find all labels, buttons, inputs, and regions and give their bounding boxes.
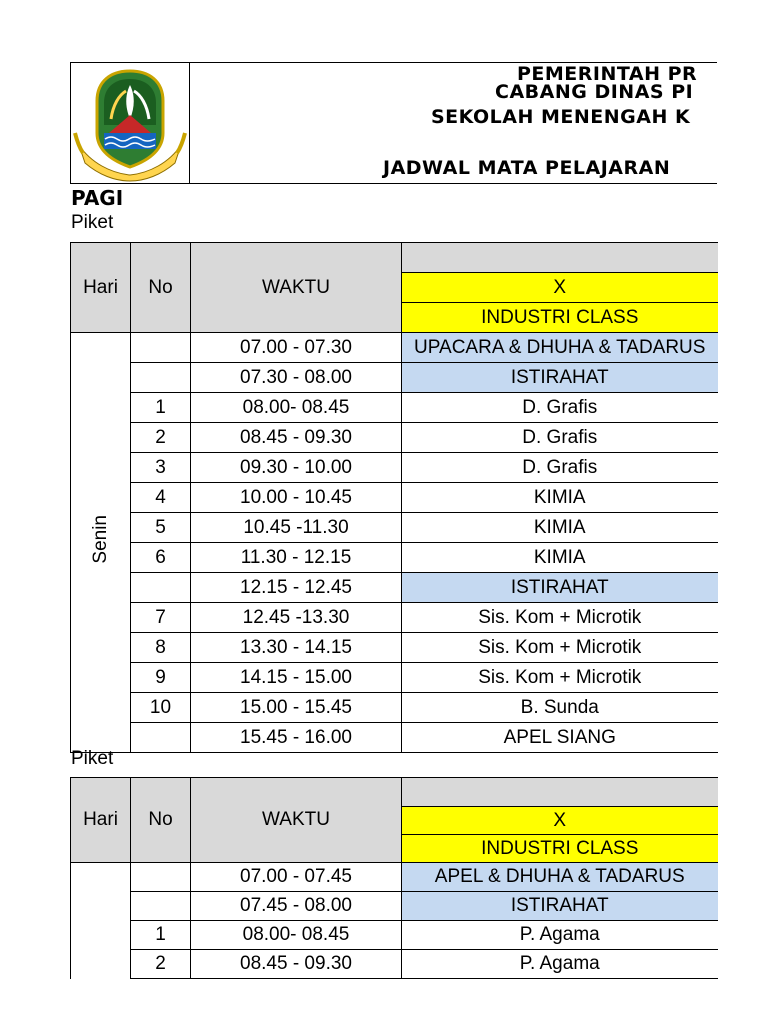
- header-title-block: [191, 63, 717, 183]
- schedule-row: [71, 863, 718, 892]
- time-range-cell: 12.45 -13.30: [191, 603, 402, 633]
- period-number-cell: 3: [131, 453, 191, 483]
- piket-label-2: Piket: [71, 748, 114, 769]
- logo-cell: [71, 63, 190, 183]
- time-range-cell: 08.45 - 09.30: [191, 423, 402, 453]
- schedule-row: [71, 513, 718, 543]
- time-range-cell: 13.30 - 14.15: [191, 633, 402, 663]
- time-range-cell: 15.45 - 16.00: [191, 723, 402, 753]
- day-cell: [71, 863, 131, 979]
- time-range-cell: 10.45 -11.30: [191, 513, 402, 543]
- schedule-row: [71, 921, 718, 950]
- subject-cell: APEL SIANG: [402, 723, 718, 753]
- class-header-blank: [402, 243, 718, 273]
- hari-header: Hari: [71, 778, 131, 863]
- schedule-row: [71, 363, 718, 393]
- period-number-cell: 5: [131, 513, 191, 543]
- time-range-cell: 12.15 - 12.45: [191, 573, 402, 603]
- subject-cell: P. Agama: [402, 950, 718, 979]
- schedule-row: [71, 393, 718, 423]
- subject-cell: P. Agama: [402, 921, 718, 950]
- subject-cell: Sis. Kom + Microtik: [402, 633, 718, 663]
- schedule-row: [71, 693, 718, 723]
- period-number-cell: 1: [131, 921, 191, 950]
- no-header: No: [131, 778, 191, 863]
- period-number-cell: 2: [131, 423, 191, 453]
- period-number-cell: [131, 363, 191, 393]
- schedule-row: [71, 423, 718, 453]
- waktu-header: WAKTU: [191, 778, 402, 863]
- subject-cell: APEL & DHUHA & TADARUS: [402, 863, 718, 892]
- waktu-header: WAKTU: [191, 243, 402, 333]
- period-number-cell: 2: [131, 950, 191, 979]
- period-number-cell: 9: [131, 663, 191, 693]
- schedule-row: [71, 603, 718, 633]
- period-number-cell: 10: [131, 693, 191, 723]
- class-program-cell: INDUSTRI CLASS: [402, 835, 718, 863]
- day-cell: [71, 333, 131, 753]
- header-line-4: JADWAL MATA PELAJARAN: [383, 157, 671, 179]
- time-range-cell: 08.00- 08.45: [191, 393, 402, 423]
- subject-cell: KIMIA: [402, 543, 718, 573]
- schedule-row: [71, 950, 718, 979]
- subject-cell: D. Grafis: [402, 393, 718, 423]
- subject-cell: KIMIA: [402, 513, 718, 543]
- section-title: PAGI: [71, 186, 124, 210]
- document-header: [70, 62, 717, 184]
- time-range-cell: 09.30 - 10.00: [191, 453, 402, 483]
- subject-cell: D. Grafis: [402, 453, 718, 483]
- no-header: No: [131, 243, 191, 333]
- subject-cell: Sis. Kom + Microtik: [402, 603, 718, 633]
- schedule-row: [71, 483, 718, 513]
- class-name-cell: X: [402, 273, 718, 303]
- period-number-cell: [131, 863, 191, 892]
- period-number-cell: 8: [131, 633, 191, 663]
- header-line-1: PEMERINTAH PR: [517, 63, 698, 85]
- schedule-row: [71, 543, 718, 573]
- hari-header: Hari: [71, 243, 131, 333]
- period-number-cell: [131, 723, 191, 753]
- period-number-cell: 6: [131, 543, 191, 573]
- schedule-table-2: [70, 777, 718, 979]
- period-number-cell: [131, 333, 191, 363]
- time-range-cell: 08.00- 08.45: [191, 921, 402, 950]
- class-name-cell: X: [402, 807, 718, 835]
- subject-cell: D. Grafis: [402, 423, 718, 453]
- subject-cell: UPACARA & DHUHA & TADARUS: [402, 333, 718, 363]
- period-number-cell: [131, 892, 191, 921]
- time-range-cell: 07.30 - 08.00: [191, 363, 402, 393]
- header-line-2: CABANG DINAS PI: [495, 81, 694, 103]
- schedule-row: [71, 633, 718, 663]
- schedule-row: [71, 573, 718, 603]
- subject-cell: ISTIRAHAT: [402, 363, 718, 393]
- period-number-cell: 7: [131, 603, 191, 633]
- schedule-row: [71, 723, 718, 753]
- subject-cell: Sis. Kom + Microtik: [402, 663, 718, 693]
- day-label: Senin: [89, 515, 111, 564]
- time-range-cell: 14.15 - 15.00: [191, 663, 402, 693]
- time-range-cell: 11.30 - 12.15: [191, 543, 402, 573]
- time-range-cell: 07.00 - 07.45: [191, 863, 402, 892]
- subject-cell: ISTIRAHAT: [402, 892, 718, 921]
- period-number-cell: [131, 573, 191, 603]
- subject-cell: B. Sunda: [402, 693, 718, 723]
- period-number-cell: 1: [131, 393, 191, 423]
- time-range-cell: 15.00 - 15.45: [191, 693, 402, 723]
- schedule-row: [71, 453, 718, 483]
- piket-label-1: Piket: [71, 212, 114, 233]
- header-line-3: SEKOLAH MENENGAH K: [431, 106, 691, 128]
- subject-cell: KIMIA: [402, 483, 718, 513]
- schedule-table-1: [70, 242, 718, 753]
- schedule-row: [71, 333, 718, 363]
- schedule-row: [71, 892, 718, 921]
- provincial-emblem-icon: [71, 63, 189, 183]
- subject-cell: ISTIRAHAT: [402, 573, 718, 603]
- class-header-blank: [402, 778, 718, 807]
- schedule-row: [71, 663, 718, 693]
- time-range-cell: 07.00 - 07.30: [191, 333, 402, 363]
- time-range-cell: 08.45 - 09.30: [191, 950, 402, 979]
- class-program-cell: INDUSTRI CLASS: [402, 303, 718, 333]
- time-range-cell: 10.00 - 10.45: [191, 483, 402, 513]
- time-range-cell: 07.45 - 08.00: [191, 892, 402, 921]
- period-number-cell: 4: [131, 483, 191, 513]
